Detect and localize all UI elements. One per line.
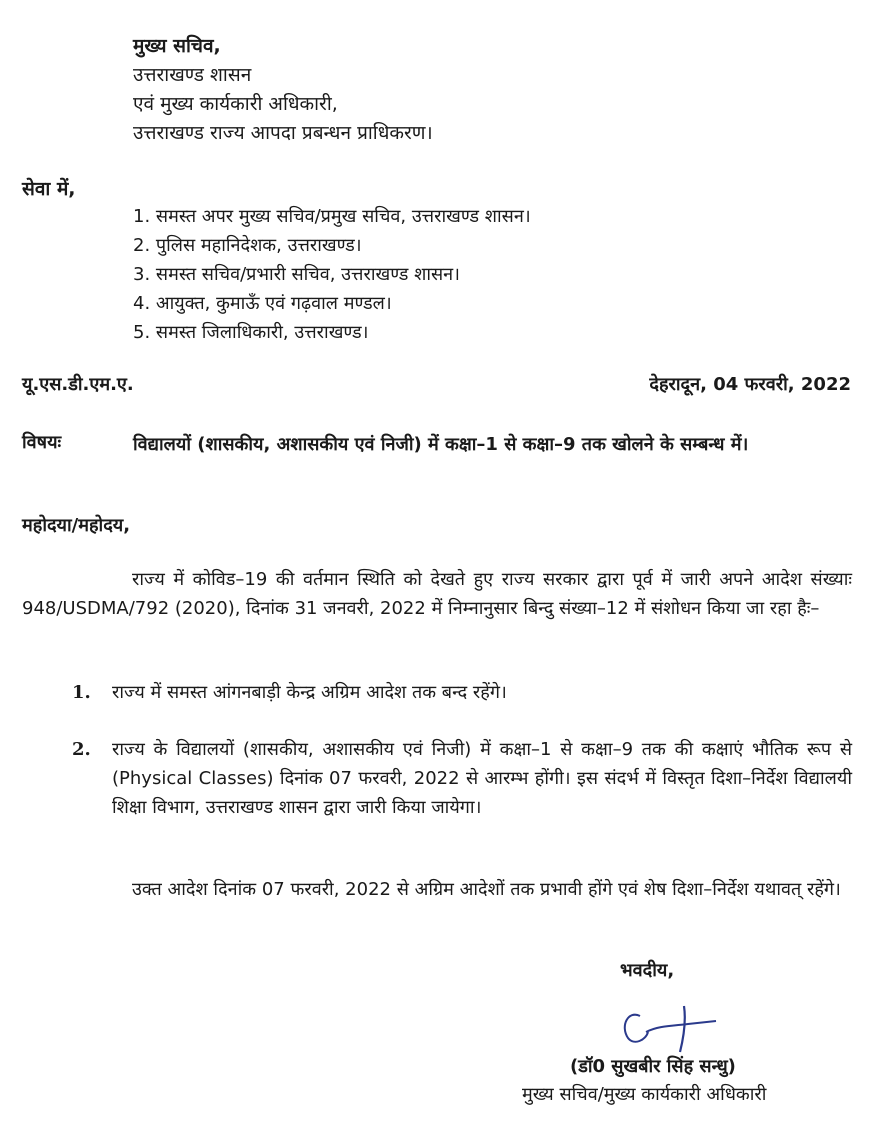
recipient-list <box>133 202 531 347</box>
point-number: 2. <box>72 739 91 760</box>
recipient-item: 4. आयुक्त, कुमाऊँ एवं गढ़वाल मण्डल। <box>133 293 392 314</box>
closing-salutation: भवदीय, <box>620 960 675 981</box>
point-item <box>72 678 852 707</box>
handwritten-signature <box>598 996 738 1056</box>
point-text: राज्य के विद्यालयों (शासकीय, अशासकीय एवं निजी) में कक्षा–1 से कक्षा–9 तक की कक्षाएं भौतिक रूप से (Physical Classes) दिनांक 07 फरवरी, 2022 से आरम्भ होंगी। इस संदर्भ में विस्तृत दिशा–निर्देश विद्यालयी शिक्षा विभाग, उत्तराखण्ड शासन द्वारा जारी किया जायेगा। <box>112 739 852 818</box>
point-item <box>72 735 852 822</box>
body-paragraph-2: उक्त आदेश दिनांक 07 फरवरी, 2022 से अग्रिम आदेशों तक प्रभावी होंगे एवं शेष दिशा–निर्देश यथावत् रहेंगे। <box>132 879 841 900</box>
to-label: सेवा में, <box>22 178 76 200</box>
reference-number: यू.एस.डी.एम.ए. <box>22 374 134 395</box>
subject-text: विद्यालयों (शासकीय, अशासकीय एवं निजी) में कक्षा–1 से कक्षा–9 तक खोलने के सम्बन्ध में। <box>133 434 749 455</box>
sender-authority: उत्तराखण्ड राज्य आपदा प्रबन्धन प्राधिकरण। <box>133 122 433 144</box>
sender-title: मुख्य सचिव, <box>133 35 221 57</box>
point-number: 1. <box>72 682 91 703</box>
signatory-designation: मुख्य सचिव/मुख्य कार्यकारी अधिकारी <box>522 1084 767 1105</box>
recipient-item: 5. समस्त जिलाधिकारी, उत्तराखण्ड। <box>133 322 369 343</box>
point-text: राज्य में समस्त आंगनबाड़ी केन्द्र अग्रिम आदेश तक बन्द रहेंगे। <box>112 682 507 703</box>
subject-label: विषयः <box>22 432 62 453</box>
recipient-item: 3. समस्त सचिव/प्रभारी सचिव, उत्तराखण्ड शासन। <box>133 264 460 285</box>
letter-date: देहरादून, 04 फरवरी, 2022 <box>649 374 851 395</box>
recipient-item: 1. समस्त अपर मुख्य सचिव/प्रमुख सचिव, उत्तराखण्ड शासन। <box>133 206 531 227</box>
sender-block <box>133 32 433 148</box>
sender-department: उत्तराखण्ड शासन <box>133 64 252 86</box>
body-paragraph-1: राज्य में कोविड–19 की वर्तमान स्थिति को देखते हुए राज्य सरकार द्वारा पूर्व में जारी अपने आदेश संख्याः 948/USDMA/792 (2020), दिनांक 31 जनवरी, 2022 में निम्नानुसार बिन्दु संख्या–12 में संशोधन किया जा रहा हैः– <box>22 569 852 619</box>
signatory-name: (डॉ0 सुखबीर सिंह सन्धु) <box>570 1056 736 1077</box>
recipient-item: 2. पुलिस महानिदेशक, उत्तराखण्ड। <box>133 235 362 256</box>
salutation: महोदया/महोदय, <box>22 515 131 536</box>
sender-role: एवं मुख्य कार्यकारी अधिकारी, <box>133 93 338 115</box>
